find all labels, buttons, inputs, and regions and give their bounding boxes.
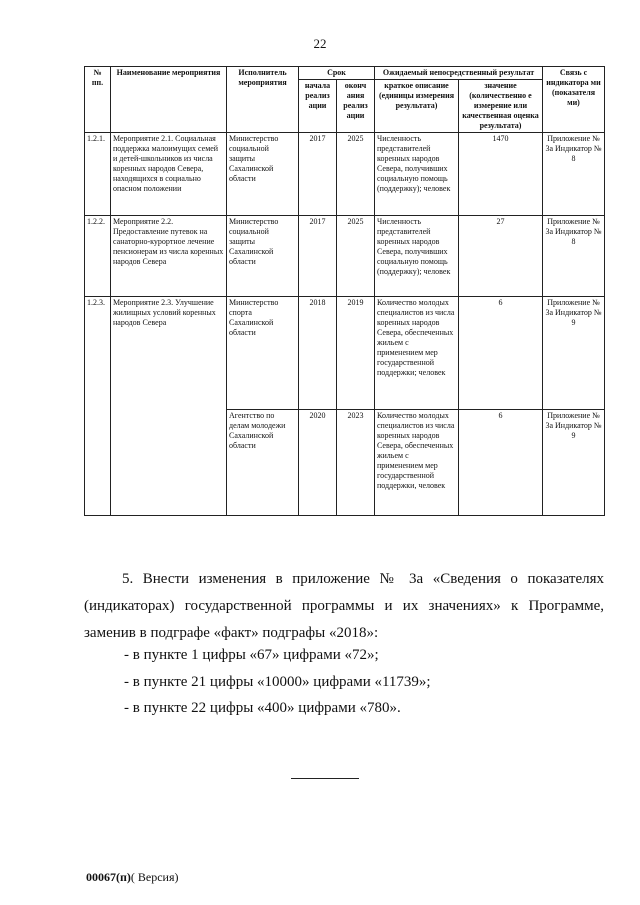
header-period: Срок <box>299 67 375 80</box>
page-number: 22 <box>313 36 327 51</box>
row-name: Мероприятие 2.2. Предоставление путевок на санаторно-курортное лечение пенсионерам из числа коренных народов Севера <box>111 216 227 297</box>
row-desc: Численность представителей коренных народов Севера, получивших социальную помощь (поддержку); человек <box>375 133 459 216</box>
header-link: Связь с индикатора ми (показателя ми) <box>543 67 605 133</box>
row-start: 2020 <box>299 410 337 516</box>
row-executor: Агентство по делам молодежи Сахалинской области <box>227 410 299 516</box>
amendment-item: - в пункте 1 цифры «67» цифрами «72»; <box>124 647 379 663</box>
row-start: 2017 <box>299 133 337 216</box>
row-link: Приложение № 3а Индикатор № 9 <box>543 297 605 410</box>
row-end: 2023 <box>337 410 375 516</box>
row-end: 2019 <box>337 297 375 410</box>
row-end: 2025 <box>337 133 375 216</box>
row-value: 1470 <box>459 133 543 216</box>
row-executor: Министерство социальной защиты Сахалинской области <box>227 133 299 216</box>
header-name: Наименование мероприятия <box>111 67 227 133</box>
row-name: Мероприятие 2.3. Улучшение жилищных условий коренных народов Севера <box>111 297 227 516</box>
amendment-item: - в пункте 21 цифры «10000» цифрами «11739»; <box>124 674 431 690</box>
row-name: Мероприятие 2.1. Социальная поддержка малоимущих семей и детей-школьников из числа коренных народов Севера, находящихся в социально опасном положении <box>111 133 227 216</box>
row-desc: Численность представителей коренных народов Севера, получивших социальную помощь (поддержку); человек <box>375 216 459 297</box>
row-executor: Министерство социальной защиты Сахалинской области <box>227 216 299 297</box>
header-result: Ожидаемый непосредственный результат <box>375 67 543 80</box>
header-row <box>85 67 605 80</box>
row-link: Приложение № 3а Индикатор № 8 <box>543 216 605 297</box>
amendment-paragraph: 5. Внести изменения в приложение № 3а «Сведения о показателях (индикаторах) государственной программы и их значениях» к Программе, заменив в подграфе «факт» подграфы «2018»: <box>84 571 604 641</box>
header-period-start: начала реализ ации <box>299 80 337 133</box>
header-result-value: значение (количественно е измерение или качественная оценка результата) <box>459 80 543 133</box>
header-period-end: оконч ания реализ ации <box>337 80 375 133</box>
row-desc: Количество молодых специалистов из числа коренных народов Севера, обеспеченных жильем с применением мер государственной поддержки, человек <box>375 410 459 516</box>
table-row <box>85 133 605 216</box>
row-start: 2017 <box>299 216 337 297</box>
separator-line <box>291 778 359 779</box>
amendment-item: - в пункте 22 цифры «400» цифрами «780». <box>124 700 401 716</box>
table-row <box>85 297 605 410</box>
row-end: 2025 <box>337 216 375 297</box>
row-link: Приложение № 3а Индикатор № 8 <box>543 133 605 216</box>
header-num: № пп. <box>85 67 111 133</box>
row-num: 1.2.1. <box>85 133 111 216</box>
row-desc: Количество молодых специалистов из числа коренных народов Севера, обеспеченных жильем с применением мер государственной поддержки; человек <box>375 297 459 410</box>
header-result-desc: краткое описание (единицы измерения результата) <box>375 80 459 133</box>
footer-code: 00067(п) <box>86 870 131 884</box>
document-footer <box>86 870 179 885</box>
row-executor: Министерство спорта Сахалинской области <box>227 297 299 410</box>
header-executor: Исполнитель мероприятия <box>227 67 299 133</box>
row-num: 1.2.3. <box>85 297 111 516</box>
table-row <box>85 216 605 297</box>
row-value: 6 <box>459 410 543 516</box>
measures-table <box>84 66 605 516</box>
row-start: 2018 <box>299 297 337 410</box>
footer-version: ( Версия) <box>130 870 179 884</box>
row-link: Приложение № 3а Индикатор № 9 <box>543 410 605 516</box>
row-num: 1.2.2. <box>85 216 111 297</box>
row-value: 6 <box>459 297 543 410</box>
row-value: 27 <box>459 216 543 297</box>
